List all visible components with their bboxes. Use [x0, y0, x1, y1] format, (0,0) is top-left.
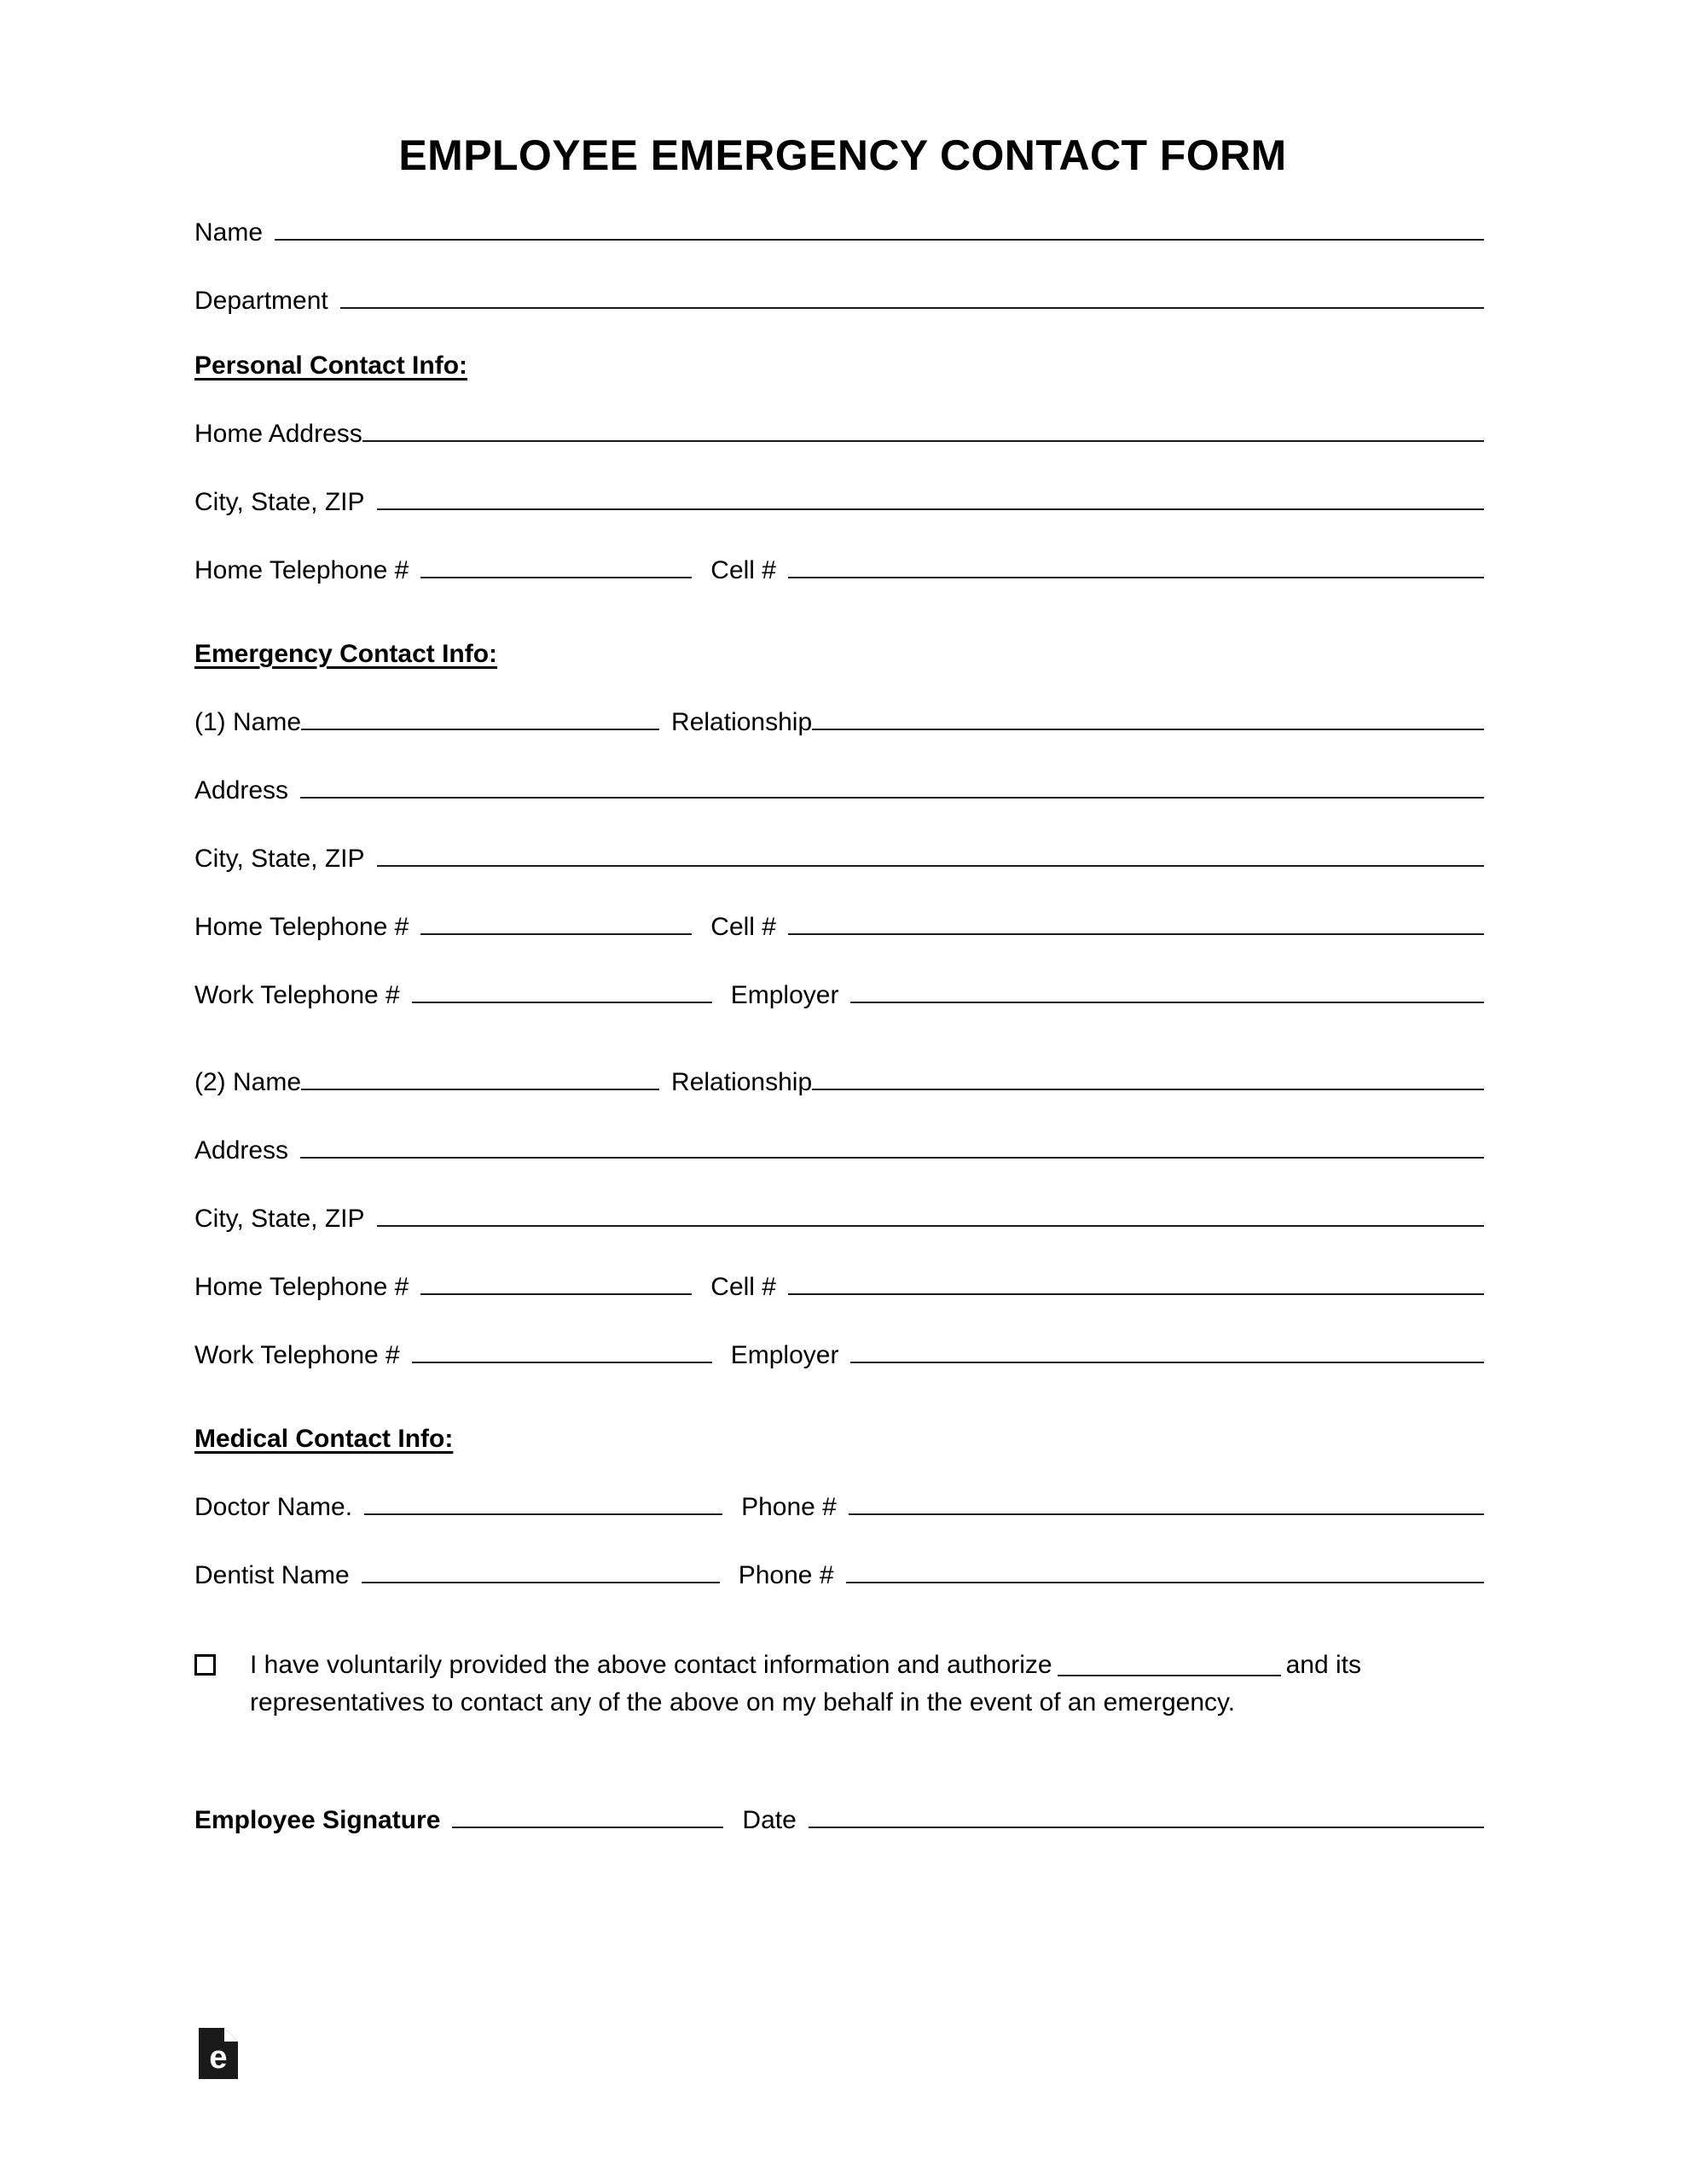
input-employee-signature[interactable]: [452, 1804, 723, 1828]
label-dentist-phone: Phone #: [738, 1561, 834, 1589]
input-contact1-work-telephone[interactable]: [412, 979, 712, 1003]
input-doctor-name[interactable]: [364, 1491, 722, 1515]
input-contact1-city-state-zip[interactable]: [377, 843, 1485, 867]
section-heading-medical-contact: Medical Contact Info:: [194, 1425, 454, 1453]
field-row-dentist-name-phone: [194, 1560, 1484, 1589]
field-row-contact1-home-telephone-cell: [194, 911, 1484, 940]
input-contact1-relationship[interactable]: [812, 706, 1484, 730]
authorization-text-after: and its representatives to contact any of the above on my behalf in the event of an emergency.: [250, 1651, 1361, 1717]
input-contact1-employer[interactable]: [850, 979, 1484, 1003]
label-contact2-cell: Cell #: [710, 1273, 776, 1301]
input-dentist-name[interactable]: [362, 1560, 720, 1583]
field-row-city-state-zip: [194, 486, 1484, 515]
field-row-department: [194, 285, 1484, 314]
section-heading-emergency-contact: Emergency Contact Info:: [194, 640, 498, 668]
label-home-telephone: Home Telephone #: [194, 556, 409, 584]
section-heading-personal-contact: Personal Contact Info:: [194, 351, 468, 380]
input-contact1-home-telephone[interactable]: [420, 911, 692, 935]
authorization-text: [250, 1647, 1484, 1722]
label-contact2-name: (2) Name: [194, 1068, 302, 1096]
input-contact2-address[interactable]: [300, 1135, 1484, 1159]
label-date: Date: [742, 1805, 797, 1834]
label-city-state-zip: City, State, ZIP: [194, 488, 365, 516]
field-row-contact1-address: [194, 775, 1484, 804]
input-home-address[interactable]: [362, 418, 1484, 442]
input-contact2-relationship[interactable]: [812, 1066, 1484, 1090]
input-contact2-name[interactable]: [301, 1066, 659, 1090]
field-row-contact2-name: [194, 1066, 1484, 1095]
input-contact2-work-telephone[interactable]: [412, 1339, 712, 1363]
input-contact2-home-telephone[interactable]: [420, 1271, 692, 1295]
field-row-contact1-name: [194, 706, 1484, 735]
field-row-contact2-work-telephone-employer: [194, 1339, 1484, 1368]
label-contact1-work-telephone: Work Telephone #: [194, 981, 400, 1009]
label-contact1-city-state-zip: City, State, ZIP: [194, 845, 365, 873]
label-contact1-address: Address: [194, 776, 289, 804]
label-contact1-home-telephone: Home Telephone #: [194, 913, 409, 941]
label-name: Name: [194, 218, 264, 247]
label-doctor-phone: Phone #: [741, 1493, 837, 1521]
label-contact2-city-state-zip: City, State, ZIP: [194, 1205, 365, 1233]
input-authorized-party[interactable]: [1058, 1654, 1281, 1676]
logo-letter: e: [209, 2040, 228, 2076]
label-department: Department: [194, 287, 328, 315]
field-row-home-telephone-cell: [194, 555, 1484, 584]
input-cell[interactable]: [788, 555, 1484, 578]
input-date[interactable]: [809, 1804, 1484, 1828]
label-employee-signature: Employee Signature: [194, 1805, 441, 1834]
input-department[interactable]: [340, 285, 1484, 309]
field-row-name: [194, 217, 1484, 246]
label-contact2-work-telephone: Work Telephone #: [194, 1341, 400, 1369]
input-name[interactable]: [275, 217, 1484, 241]
input-contact1-name[interactable]: [301, 706, 659, 730]
eforms-document-logo: [199, 2028, 238, 2079]
label-contact1-name: (1) Name: [194, 708, 302, 736]
label-home-address: Home Address: [194, 420, 362, 448]
input-contact1-cell[interactable]: [788, 911, 1484, 935]
label-contact2-home-telephone: Home Telephone #: [194, 1273, 409, 1301]
field-row-contact1-work-telephone-employer: [194, 979, 1484, 1008]
page-title: EMPLOYEE EMERGENCY CONTACT FORM: [398, 131, 1287, 179]
authorization-checkbox[interactable]: [194, 1654, 216, 1676]
label-contact2-relationship: Relationship: [671, 1068, 813, 1096]
field-row-contact2-home-telephone-cell: [194, 1271, 1484, 1300]
label-doctor-name: Doctor Name.: [194, 1493, 353, 1521]
field-row-contact1-city-state-zip: [194, 843, 1484, 872]
label-contact1-cell: Cell #: [710, 913, 776, 941]
authorization-block: [194, 1647, 1484, 1722]
input-city-state-zip[interactable]: [377, 486, 1485, 510]
field-row-contact2-address: [194, 1135, 1484, 1164]
input-contact2-city-state-zip[interactable]: [377, 1203, 1485, 1227]
label-cell: Cell #: [710, 556, 776, 584]
label-contact1-relationship: Relationship: [671, 708, 813, 736]
field-row-doctor-name-phone: [194, 1491, 1484, 1520]
field-row-home-address: [194, 418, 1484, 447]
input-dentist-phone[interactable]: [846, 1560, 1484, 1583]
field-row-signature-date: [194, 1804, 1484, 1833]
input-contact2-cell[interactable]: [788, 1271, 1484, 1295]
input-contact2-employer[interactable]: [850, 1339, 1484, 1363]
label-contact1-employer: Employer: [730, 981, 839, 1009]
input-contact1-address[interactable]: [300, 775, 1484, 799]
label-contact2-address: Address: [194, 1136, 289, 1165]
form-content: [194, 0, 1484, 1833]
input-doctor-phone[interactable]: [849, 1491, 1484, 1515]
label-dentist-name: Dentist Name: [194, 1561, 350, 1589]
label-contact2-employer: Employer: [730, 1341, 839, 1369]
authorization-text-before: I have voluntarily provided the above contact information and authorize: [250, 1651, 1052, 1679]
input-home-telephone[interactable]: [420, 555, 692, 578]
field-row-contact2-city-state-zip: [194, 1203, 1484, 1232]
